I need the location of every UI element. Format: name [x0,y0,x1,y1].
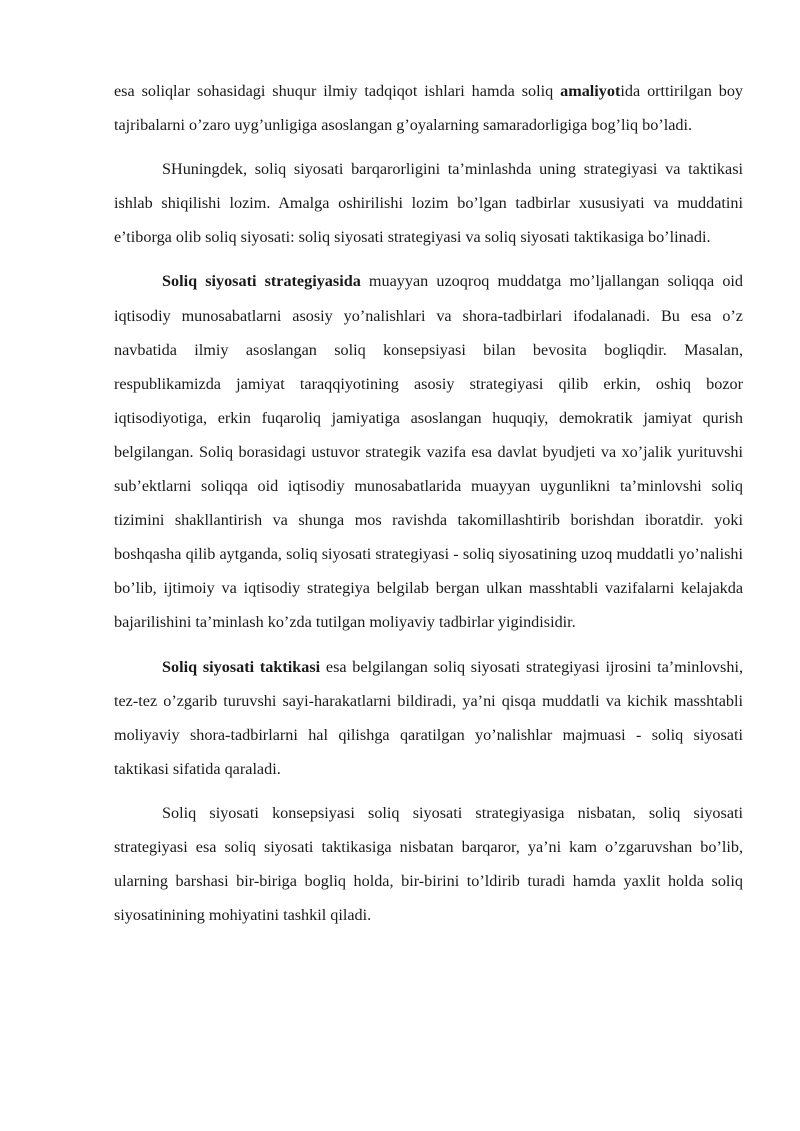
paragraph-1-bold-term: amaliyot [560,82,621,100]
paragraph-1-text-start: esa soliqlar sohasidagi shuqur ilmiy tadqiqot ishlari hamda soliq [114,82,561,100]
paragraph-5 [114,796,743,932]
paragraph-5-text: Soliq siyosati konsepsiyasi soliq siyosati strategiyasiga nisbatan, soliq siyosati strategiyasi esa soliq siyosati taktikasiga nisbatan barqaror, ya’ni kam o’zgaruvshan bo’lib, ularning barshasi bir-biriga bogliq holda, bir-birini to’ldirib turadi hamda yaxlit holda soliq siyosatinining mohiyatini tashkil qiladi. [114,803,743,925]
paragraph-4-bold-term: Soliq siyosati taktikasi [162,657,321,676]
paragraph-1-text-end: ida orttirilgan boy tajribalarni o’zaro uyg’unligiga asoslangan g’oyalarning samaradorligiga bog’liq bo’ladi. [114,82,744,135]
paragraph-4-text: esa belgilangan soliq siyosati strategiyasi ijrosini ta’minlovshi, tez-tez o’zgarib turuvshi sayi-harakatlarni bildiradi, ya’ni qisqa muddatli va kichik masshtabli moliyaviy shora-tadbirlarni hal qilishga qaratilgan yo’nalishlar majmuasi - soliq siyosati taktikasi sifatida qaraladi. [114,657,743,778]
paragraph-1 [114,74,743,142]
paragraph-4 [114,650,743,786]
paragraph-3-text: muayyan uzoqroq muddatga mo’ljallangan soliqqa oid iqtisodiy munosabatlarni asosiy yo’nalishlari va shora-tadbirlari ifodalanadi. Bu esa o’z navbatida ilmiy asoslangan soliq konsepsiyasi bilan bevosita bogliqdir. Masalan, respublikamizda jamiyat taraqqiyotining asosiy strategiyasi qilib erkin, oshiq bozor iqtisodiyotiga, erkin fuqaroliq jamiyatiga asoslangan huquqiy, demokratik jamiyat qurish belgilangan. Soliq borasidagi ustuvor strategik vazifa esa davlat byudjeti va xo’jalik yurituvshi sub’ektlarni soliqqa oid iqtisodiy munosabatlarida muayyan uygunlikni ta’minlovshi soliq tizimini shakllantirish va shunga mos ravishda takomillashtirib borishdan iboratdir. yoki boshqasha qilib aytganda, soliq siyosati strategiyasi - soliq siyosatining uzoq muddatli yo’nalishi bo’lib, ijtimoiy va iqtisodiy strategiya belgilab bergan ulkan masshtabli vazifalarni kelajakda bajarilishini ta’minlash ko’zda tutilgan moliyaviy tadbirlar yigindisidir. [114,272,744,632]
paragraph-2-text: SHuningdek, soliq siyosati barqarorligini ta’minlashda uning strategiyasi va taktikasi ishlab shiqilishi lozim. Amalga oshirilishi lozim bo’lgan tadbirlar xususiyati va muddatini e’tiborga olib soliq siyosati: soliq siyosati strategiyasi va soliq siyosati taktikasiga bo’linadi. [114,160,743,247]
paragraph-2 [114,152,743,254]
paragraph-3-bold-term: Soliq siyosati strategiyasida [162,272,361,291]
paragraph-3 [114,264,743,639]
